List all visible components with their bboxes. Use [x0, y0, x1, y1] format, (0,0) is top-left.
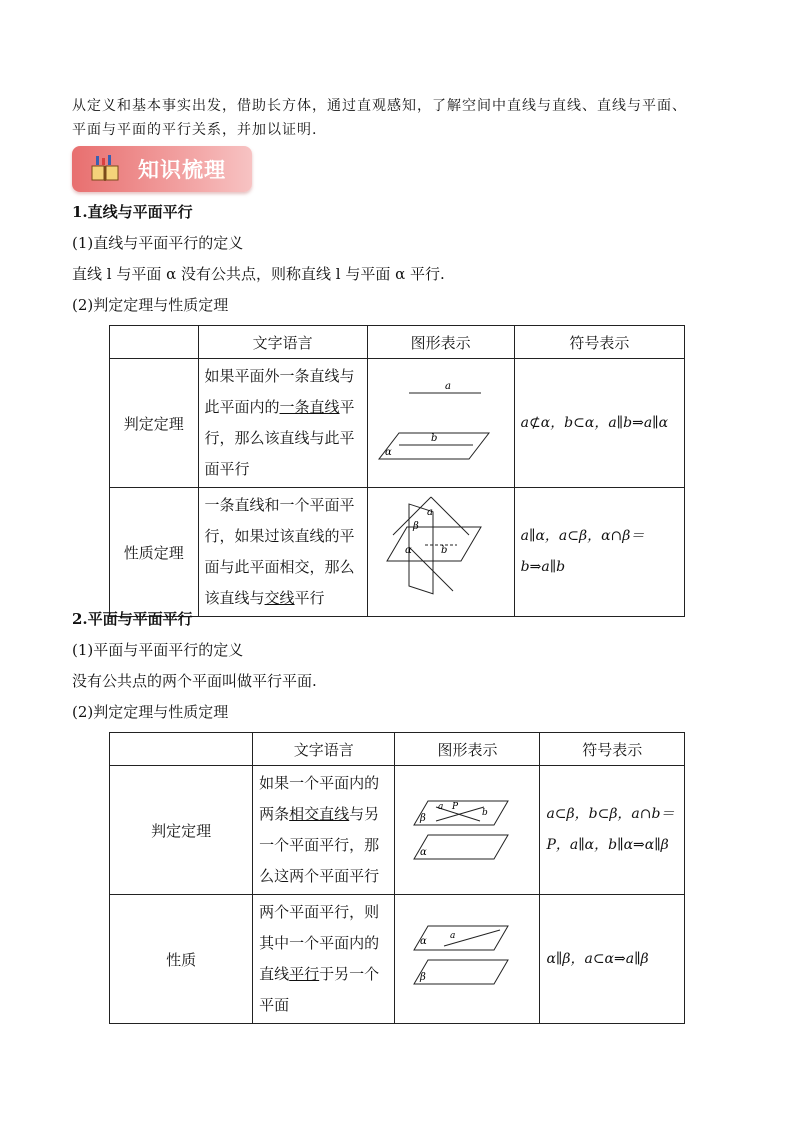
row-text: 如果一个平面内的两条相交直线与另一个平面平行，那么这两个平面平行	[253, 766, 395, 895]
table-row	[110, 766, 685, 895]
figure-cell	[395, 766, 540, 895]
section1-heading: 1.直线与平面平行	[72, 203, 193, 221]
svg-text:a: a	[444, 381, 451, 392]
svg-text:α: α	[384, 447, 392, 458]
row-symbol: α∥β，a⊂α⇒a∥β	[540, 895, 685, 1024]
table-header-row	[110, 733, 685, 766]
intro-line-2: 平面与平面的平行关系，并加以证明.	[72, 122, 318, 138]
figure-cell	[367, 359, 514, 488]
header-cell: 图形表示	[395, 733, 540, 766]
table-row	[110, 488, 685, 617]
underlined-term: 一条直线	[279, 398, 340, 416]
svg-text:α: α	[420, 847, 428, 858]
intersecting-planes-figure	[369, 491, 513, 609]
parallel-planes-property-figure	[396, 898, 538, 1016]
svg-text:a: a	[438, 802, 444, 812]
svg-text:α: α	[404, 545, 412, 556]
intro-paragraph	[72, 94, 732, 142]
row-symbol: a∥α，a⊂β，α∩β＝b⇒a∥b	[514, 488, 684, 617]
section2-sub1: (1)平面与平面平行的定义	[72, 641, 244, 659]
figure-cell	[395, 895, 540, 1024]
header-cell: 文字语言	[253, 733, 395, 766]
figure-cell	[367, 488, 514, 617]
svg-text:a: a	[450, 931, 456, 941]
svg-text:a: a	[426, 507, 433, 518]
row-symbol: a⊄α，b⊂α，a∥b⇒a∥α	[514, 359, 684, 488]
svg-text:b: b	[440, 545, 448, 556]
section2-definition: 没有公共点的两个平面叫做平行平面.	[72, 672, 317, 690]
section2-heading: 2.平面与平面平行	[72, 610, 193, 628]
header-cell: 符号表示	[540, 733, 685, 766]
header-cell	[110, 326, 199, 359]
section2-sub2: (2)判定定理与性质定理	[72, 703, 229, 721]
svg-text:β: β	[412, 521, 419, 532]
section1-sub2: (2)判定定理与性质定理	[72, 296, 229, 314]
svg-text:β: β	[420, 972, 427, 983]
header-cell: 符号表示	[514, 326, 684, 359]
table-row	[110, 359, 685, 488]
row-text: 一条直线和一个平面平行，如果过该直线的平面与此平面相交，那么该直线与交线平行	[198, 488, 367, 617]
row-symbol: a⊂β，b⊂β，a∩b＝P，a∥α，b∥α⇒α∥β	[540, 766, 685, 895]
header-cell	[110, 733, 253, 766]
header-cell: 图形表示	[367, 326, 514, 359]
svg-text:P: P	[452, 802, 459, 812]
table-row	[110, 895, 685, 1024]
row-label: 性质	[110, 895, 253, 1024]
row-label: 判定定理	[110, 359, 199, 488]
parallel-planes-test-figure	[396, 769, 538, 887]
banner-title: 知识梳理	[138, 158, 226, 182]
line-plane-table	[109, 325, 685, 617]
underlined-term: 交线	[264, 589, 295, 607]
svg-text:b: b	[482, 808, 489, 818]
plane-plane-table	[109, 732, 685, 1024]
row-text: 如果平面外一条直线与此平面内的一条直线平行，那么该直线与此平面平行	[198, 359, 367, 488]
underlined-term: 相交直线	[289, 805, 350, 823]
section1-definition: 直线 l 与平面 α 没有公共点，则称直线 l 与平面 α 平行.	[72, 265, 445, 283]
svg-text:α: α	[420, 936, 428, 947]
section-banner	[72, 146, 252, 192]
row-text: 两个平面平行，则其中一个平面内的直线平行于另一个平面	[253, 895, 395, 1024]
header-cell: 文字语言	[198, 326, 367, 359]
section1-sub1: (1)直线与平面平行的定义	[72, 234, 244, 252]
line-parallel-plane-figure	[369, 361, 513, 481]
intro-line-1: 从定义和基本事实出发，借助长方体，通过直观感知，了解空间中直线与直线、直线与平面、	[72, 98, 687, 114]
svg-text:b: b	[430, 433, 438, 444]
book-icon	[90, 154, 120, 184]
row-label: 判定定理	[110, 766, 253, 895]
underlined-term: 平行	[289, 965, 320, 983]
row-label: 性质定理	[110, 488, 199, 617]
table-header-row	[110, 326, 685, 359]
svg-text:β: β	[420, 813, 427, 824]
